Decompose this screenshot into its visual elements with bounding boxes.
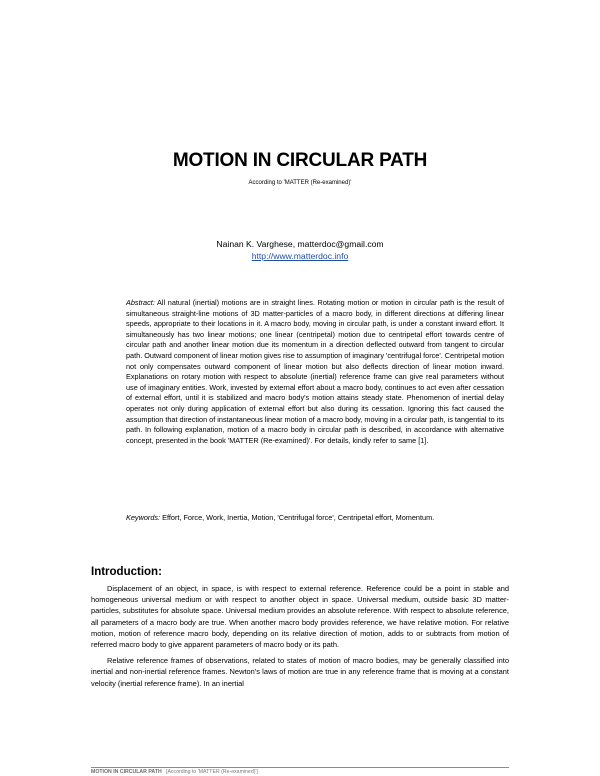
- author-block: [0, 238, 600, 262]
- keywords-text: Effort, Force, Work, Inertia, Motion, 'Centrifugal force', Centripetal effort, Momentum.: [162, 513, 435, 522]
- author-url-link[interactable]: http://www.matterdoc.info: [251, 251, 349, 261]
- keywords: [126, 513, 504, 524]
- section-heading-introduction: Introduction:: [91, 566, 162, 578]
- footer-title: MOTION IN CIRCULAR PATH: [91, 769, 162, 775]
- introduction-body: [91, 583, 509, 694]
- keywords-label: Keywords:: [126, 513, 161, 522]
- paragraph: Displacement of an object, in space, is with respect to external reference. Reference could be a point in stable and homogeneous universal medium or with respect to another object in space. Universal medium, outside basic 3D matter-particles, substitutes for absolute space. Universal medium provides an absolute reference. With respect to absolute reference, all parameters of a macro body are true. When another macro body provides reference, we have relative motion. For relative motion, motion of reference macro body, depending on its relative direction of motion, adds to or subtracts from motion of referred macro body to give apparent parameters of macro body or its path.: [91, 584, 509, 650]
- paper-subtitle: According to 'MATTER (Re-examined)': [248, 180, 352, 186]
- footer-note: [According to 'MATTER (Re-examined)']: [166, 769, 258, 775]
- page-footer: [91, 769, 258, 775]
- author-line: Nainan K. Varghese, matterdoc@gmail.com: [216, 239, 384, 249]
- footer-divider: [91, 767, 509, 768]
- abstract-label: Abstract:: [126, 298, 155, 307]
- abstract-text: All natural (inertial) motions are in straight lines. Rotating motion or motion in circular path is the result of simultaneous straight-line motions of 3D matter-particles of a macro body, in different directions at differing linear speeds, appropriate to their locations in it. A macro body, moving in circular path, is under a constant inward effort. It simultaneously has two linear motions; one linear (centripetal) motion due to centripetal effort towards centre of circular path and another linear motion due its momentum in a direction deflected outward from tangent to circular path. Outward component of linear motion gives rise to assumption of imaginary 'centrifugal force'. Centripetal motion not only compensates outward component of linear motion but also deflects direction of linear motion inward. Explanations on rotary motion with respect to absolute (inertial) reference frame can give real parameters without use of imaginary entities. Work, invested by external effort about a macro body, continues to act even after cessation of external effort, until it is stabilized and macro body's motion attains steady state. Phenomenon of inertial delay operates not only during application of external effort but also during its cessation. Ignoring this fact caused the assumption that direction of instantaneous linear motion of a macro body, moving in a circular path, is tangential to its path. In following explanation, motion of a macro body in circular path is described, in accordance with alternative concept, presented in the book 'MATTER (Re-examined)'. For details, kindly refer to same [1].: [126, 298, 505, 445]
- paper-title: MOTION IN CIRCULAR PATH: [172, 150, 428, 171]
- paragraph: Relative reference frames of observations, related to states of motion of macro bodies, may be generally classified into inertial and non-inertial reference frames. Newton's laws of motion are true in any reference frame that is moving at a constant velocity (inertial reference frame). In an inertial: [91, 656, 509, 688]
- abstract: [126, 298, 504, 446]
